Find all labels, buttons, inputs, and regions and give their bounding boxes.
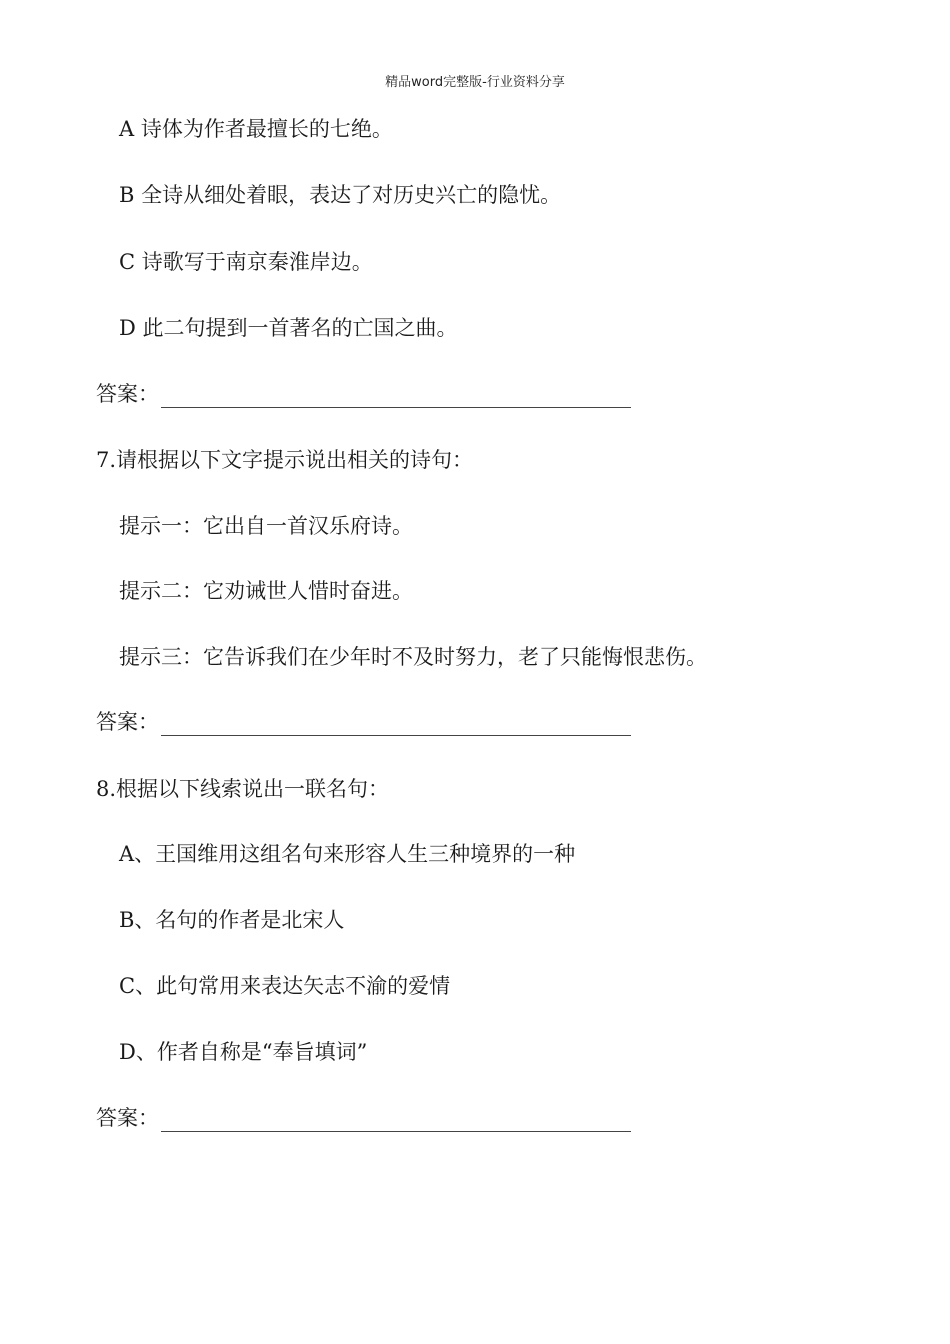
q6-answer-label: 答案：: [96, 382, 159, 406]
q8-clue-a: A、王国维用这组名句来形容人生三种境界的一种: [119, 842, 576, 866]
q7-answer-row: [96, 708, 631, 736]
q8-clue-b: B、名句的作者是北宋人: [119, 908, 345, 932]
q7-answer-label: 答案：: [96, 710, 159, 734]
q8-answer-label: 答案：: [96, 1106, 159, 1130]
q7-hint-2: 提示二：它劝诫世人惜时奋进。: [119, 579, 413, 603]
q6-answer-blank[interactable]: [161, 385, 631, 408]
q6-answer-row: [96, 380, 631, 408]
page-header: 精品word完整版-行业资料分享: [385, 75, 565, 90]
q6-option-d: D 此二句提到一首著名的亡国之曲。: [119, 316, 458, 340]
q8-answer-blank[interactable]: [161, 1109, 631, 1132]
q8-question: 8.根据以下线索说出一联名句：: [96, 777, 390, 801]
q8-clue-d: D、作者自称是“奉旨填词”: [119, 1040, 368, 1064]
q7-question: 7.请根据以下文字提示说出相关的诗句：: [96, 448, 474, 472]
q8-answer-row: [96, 1104, 631, 1132]
q6-option-b: B 全诗从细处着眼，表达了对历史兴亡的隐忧。: [119, 183, 562, 207]
q7-hint-1: 提示一：它出自一首汉乐府诗。: [119, 514, 413, 538]
q7-answer-blank[interactable]: [161, 713, 631, 736]
q7-hint-3: 提示三：它告诉我们在少年时不及时努力，老了只能悔恨悲伤。: [119, 645, 707, 669]
q6-option-c: C 诗歌写于南京秦淮岸边。: [119, 250, 373, 274]
q6-option-a: A 诗体为作者最擅长的七绝。: [119, 117, 393, 141]
q8-clue-c: C、此句常用来表达矢志不渝的爱情: [119, 974, 451, 998]
